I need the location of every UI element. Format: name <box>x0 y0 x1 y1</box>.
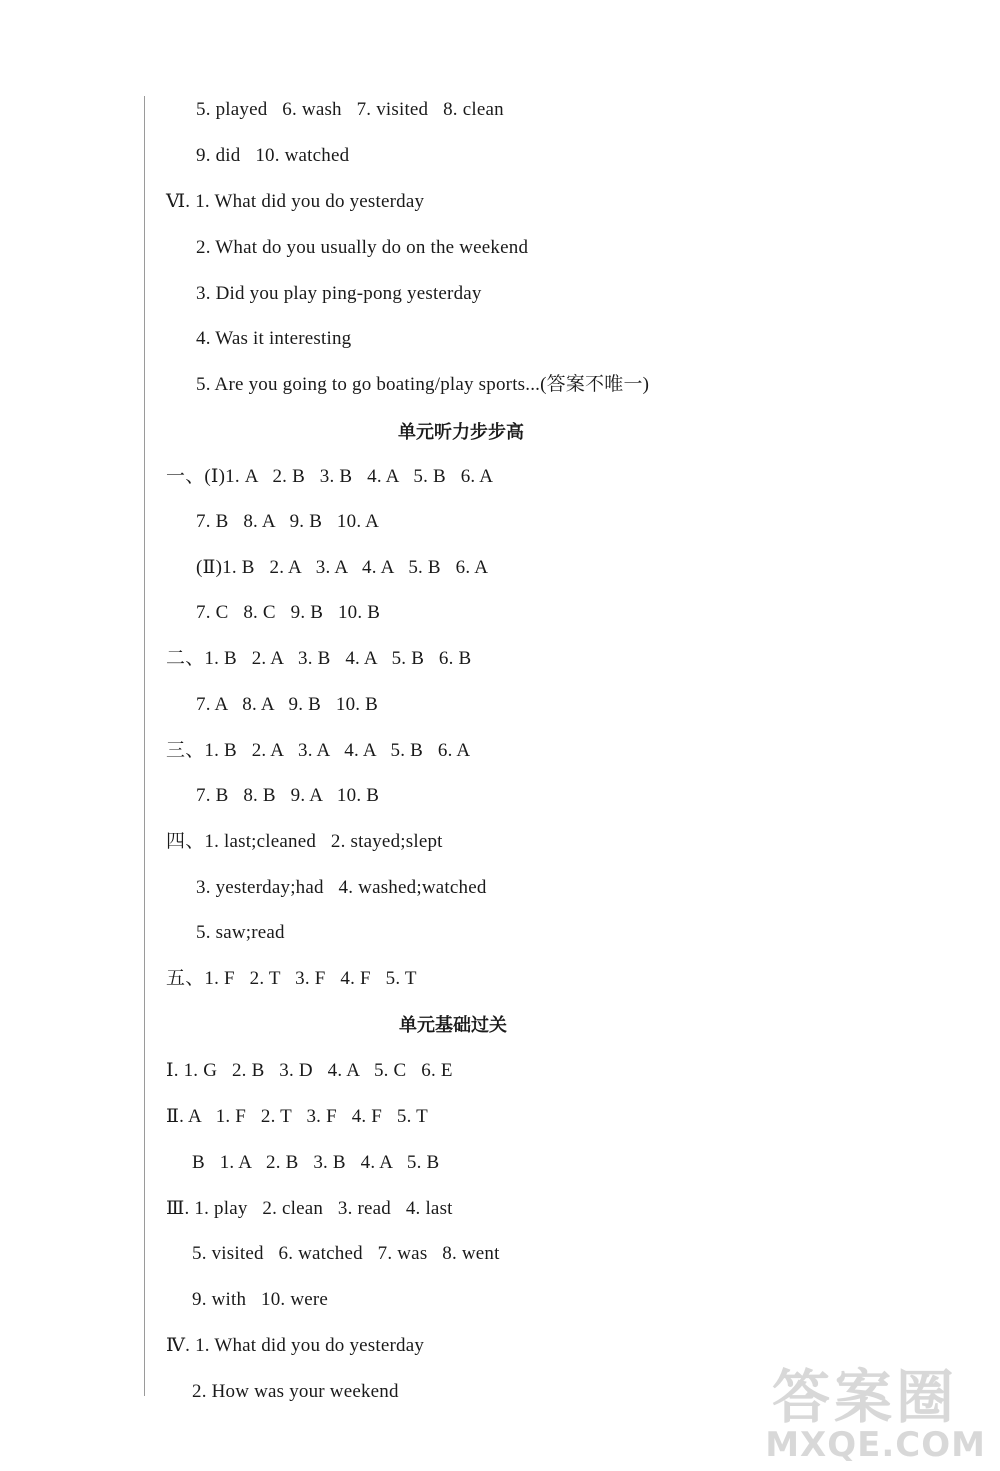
answer-line: Ⅱ. A 1. F 2. T 3. F 4. F 5. T <box>166 1106 428 1127</box>
answer-line: 4. Was it interesting <box>196 328 352 349</box>
answer-line: 一、(Ⅰ)1. A 2. B 3. B 4. A 5. B 6. A <box>166 466 494 487</box>
margin-rule <box>144 96 145 1396</box>
answer-line: 9. did 10. watched <box>196 145 350 166</box>
answer-line: B 1. A 2. B 3. B 4. A 5. B <box>192 1152 440 1173</box>
answer-line: 7. A 8. A 9. B 10. B <box>196 694 379 715</box>
answer-line: (Ⅱ)1. B 2. A 3. A 4. A 5. B 6. A <box>196 557 489 578</box>
answer-line: 5. Are you going to go boating/play sports...(答案不唯一) <box>196 374 650 395</box>
section-heading: 单元基础过关 <box>399 1015 507 1036</box>
answer-line: 7. C 8. C 9. B 10. B <box>196 602 381 623</box>
watermark-url: MXQE.COM <box>765 1425 986 1465</box>
answer-line: Ⅲ. 1. play 2. clean 3. read 4. last <box>166 1198 453 1219</box>
answer-line: 五、1. F 2. T 3. F 4. F 5. T <box>166 968 417 989</box>
answer-line: 5. played 6. wash 7. visited 8. clean <box>196 99 504 120</box>
answer-line: Ⅰ. 1. G 2. B 3. D 4. A 5. C 6. E <box>166 1060 453 1081</box>
answer-line: 7. B 8. B 9. A 10. B <box>196 785 380 806</box>
watermark-logo-text: 答案圈 <box>771 1363 958 1431</box>
answer-line: Ⅵ. 1. What did you do yesterday <box>166 191 425 212</box>
answer-line: 7. B 8. A 9. B 10. A <box>196 511 380 532</box>
answer-line: 3. yesterday;had 4. washed;watched <box>196 877 487 898</box>
answer-line: 2. How was your weekend <box>192 1381 399 1402</box>
site-watermark <box>736 1350 986 1465</box>
answer-line: 四、1. last;cleaned 2. stayed;slept <box>166 831 443 852</box>
answer-line: 三、1. B 2. A 3. A 4. A 5. B 6. A <box>166 740 471 761</box>
answer-line: 9. with 10. were <box>192 1289 329 1310</box>
answer-line: 二、1. B 2. A 3. B 4. A 5. B 6. B <box>166 648 472 669</box>
answer-line: Ⅳ. 1. What did you do yesterday <box>166 1335 425 1356</box>
section-heading: 单元听力步步高 <box>398 422 524 443</box>
answer-line: 2. What do you usually do on the weekend <box>196 237 529 258</box>
answer-line: 3. Did you play ping-pong yesterday <box>196 283 482 304</box>
answer-line: 5. saw;read <box>196 922 285 943</box>
answer-line: 5. visited 6. watched 7. was 8. went <box>192 1243 500 1264</box>
